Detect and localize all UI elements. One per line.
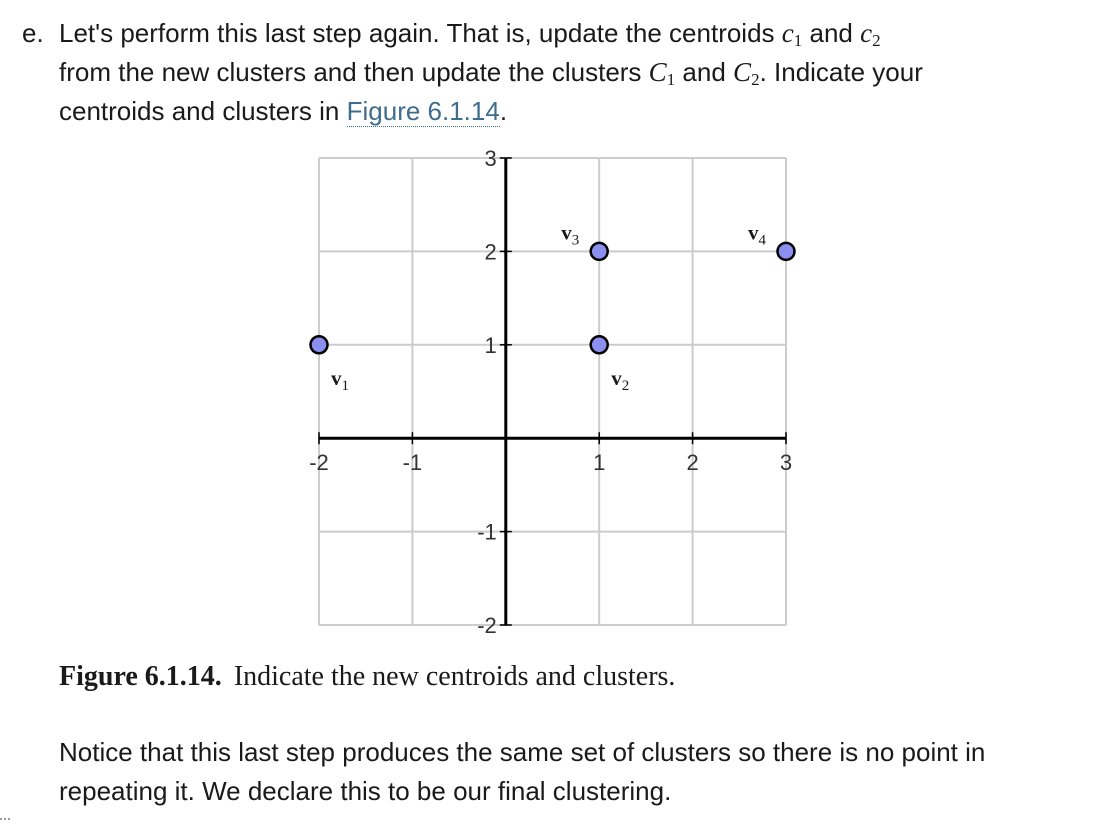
x-tick-label: 2 [686, 450, 699, 476]
y-tick-label: 1 [484, 332, 497, 358]
axes [319, 158, 786, 625]
and-word-2: and [682, 57, 726, 87]
caption-label: Figure 6.1.14. [59, 661, 222, 692]
grid [319, 158, 786, 625]
task-text-2-end: . Indicate your [759, 57, 923, 87]
data-points [311, 220, 795, 393]
y-tick-label: 2 [484, 239, 497, 265]
x-tick-label: 3 [779, 450, 793, 476]
dotted-divider [0, 818, 10, 820]
cluster-C1: $C_1$ [648, 57, 676, 89]
y-tick-label: -2 [477, 613, 497, 638]
x-tick-label: 1 [593, 450, 606, 476]
task-text-2: from the new clusters and then update the clusters [59, 57, 642, 87]
y-tick-label: -1 [477, 519, 497, 545]
figure-link[interactable]: Figure 6.1.14 [346, 96, 500, 126]
point-label-v4: $v_4$ [748, 220, 766, 249]
task-label: e. [22, 18, 44, 48]
centroid-c1: $c_1$ [781, 18, 803, 50]
point-label-v1: $v_1$ [331, 365, 349, 394]
x-tick-label: -2 [309, 450, 329, 476]
task-text-3: centroids and clusters in [59, 96, 340, 126]
task-text-1: Let's perform this last step again. That is, update the centroids [59, 18, 775, 48]
caption-text: Indicate the new centroids and clusters. [233, 661, 676, 692]
and-word-1: and [809, 18, 853, 48]
point-label-v3: $v_3$ [561, 220, 580, 249]
centroid-c2: $c_2$ [860, 18, 881, 50]
point-v4 [778, 243, 795, 260]
cluster-C2: $C_2$ [733, 57, 760, 89]
notice-paragraph: Notice that this last step produces the same set of clusters so there is no point in repeating it. We declare this to be our final clustering. [59, 737, 986, 806]
figure-graph[interactable] [290, 140, 810, 640]
point-label-v2: $v_2$ [611, 365, 630, 394]
point-v3 [591, 243, 608, 260]
task-period: . [499, 96, 508, 126]
task-line-1 [22, 14, 1072, 53]
task-line-2 [22, 53, 1072, 92]
x-tick-label: -1 [402, 450, 423, 476]
task-line-3 [22, 92, 1072, 131]
task-paragraph [22, 14, 1072, 131]
point-v1 [311, 336, 328, 353]
tick-labels [309, 146, 792, 638]
point-v2 [591, 336, 608, 353]
figure-caption [59, 658, 675, 696]
y-tick-label: 3 [484, 146, 497, 171]
